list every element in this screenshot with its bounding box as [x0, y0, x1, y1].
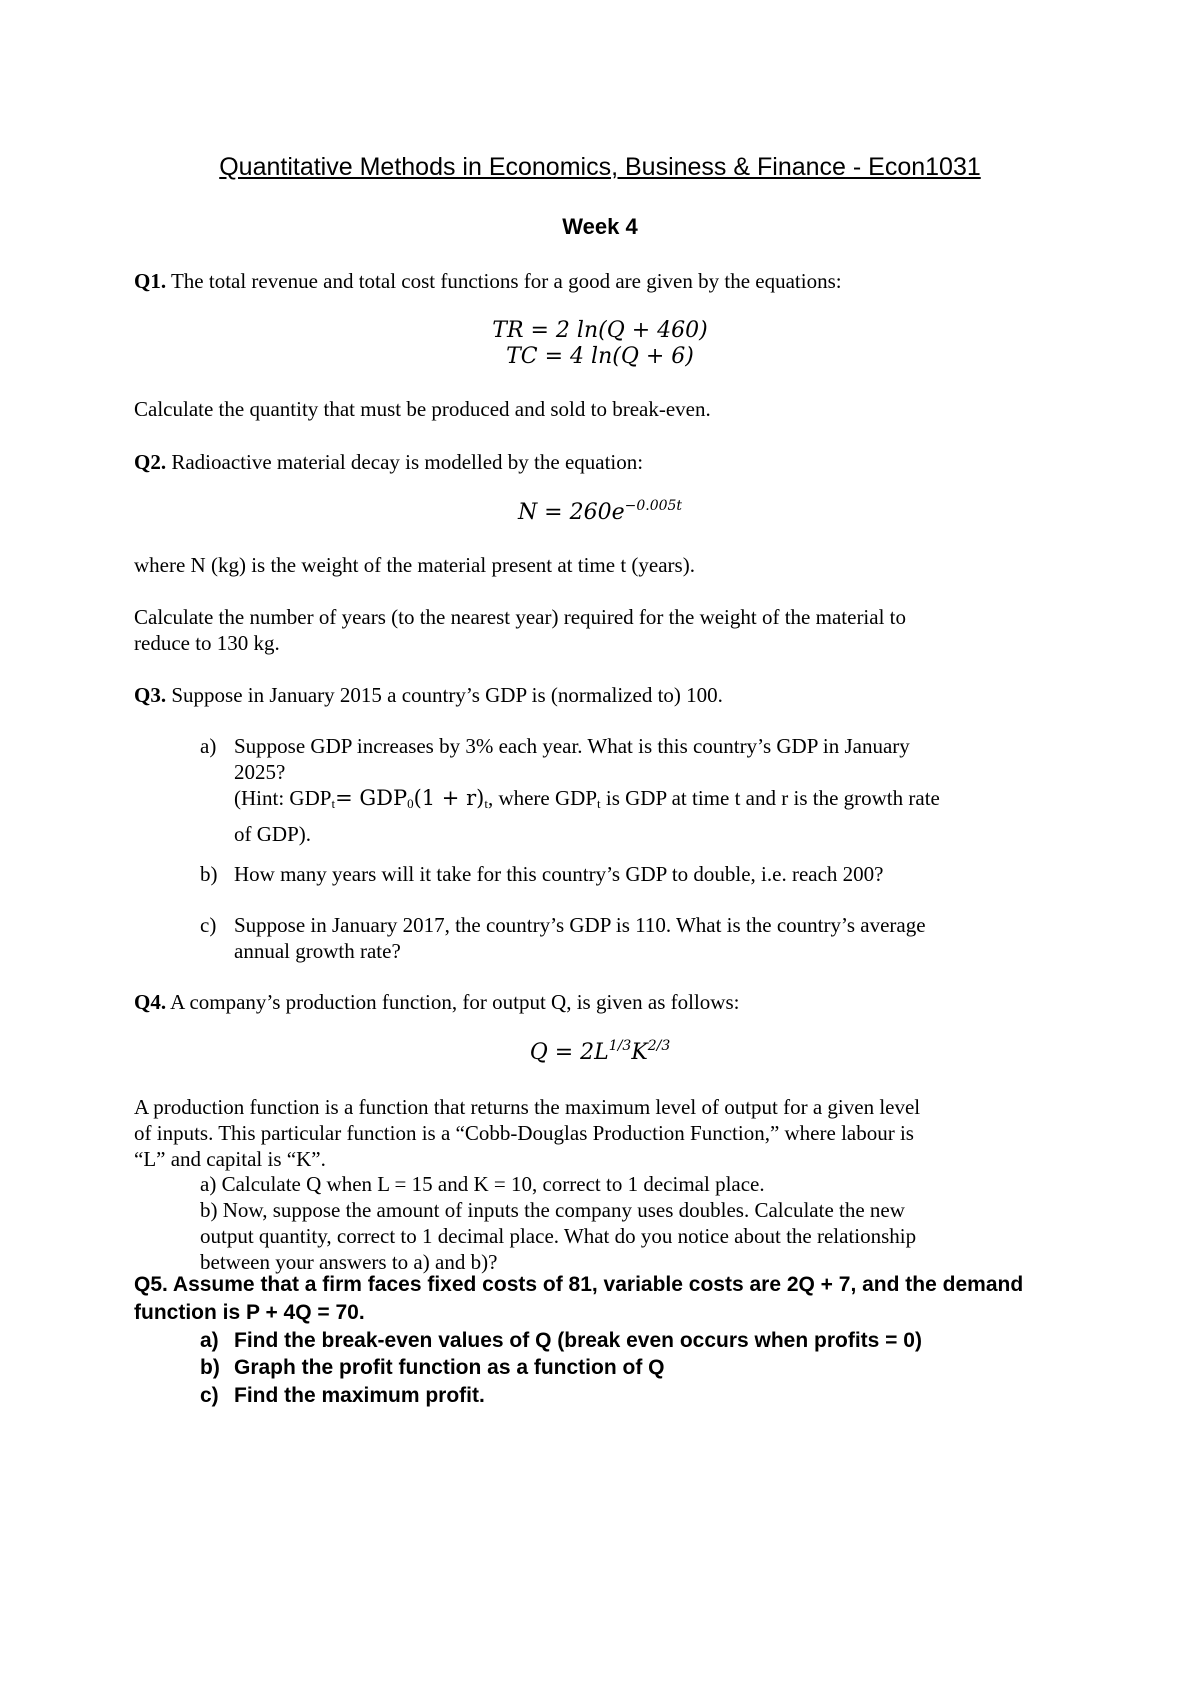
document-title: Quantitative Methods in Economics, Business & Finance - Econ1031: [219, 153, 981, 181]
hint-sub-0: 0: [407, 796, 414, 811]
q3-a-line1: Suppose GDP increases by 3% each year. What is this country’s GDP in January: [234, 734, 910, 758]
q4-eq-q: Q = 2L: [529, 1040, 609, 1065]
q2-task-line2: reduce to 130 kg.: [134, 631, 280, 655]
q4-b-line1: b) Now, suppose the amount of inputs the company uses doubles. Calculate the new: [200, 1198, 905, 1222]
q2-equation-base: N = 260e: [517, 500, 625, 525]
hint-tail: is GDP at time t and r is the growth rate: [600, 786, 940, 810]
hint-paren: (1 + r): [413, 786, 485, 810]
week-heading: Week 4: [562, 214, 638, 239]
q3-label: Q3.: [134, 683, 167, 707]
q4-equation: [0, 1040, 1200, 1065]
q4-eq-l-exp: 1/3: [608, 1038, 632, 1054]
q4-b-line2: output quantity, correct to 1 decimal place. What do you notice about the relationship: [200, 1224, 917, 1248]
q3-prompt: [134, 681, 723, 709]
q4-label: Q4.: [134, 990, 167, 1014]
q5-c-marker: c): [200, 1384, 219, 1407]
q5-a-marker: a): [200, 1329, 219, 1352]
q1-text: The total revenue and total cost functions for a good are given by the equations:: [166, 269, 842, 293]
q4-eq-k-exp: 2/3: [647, 1038, 671, 1054]
q5-c-text: Find the maximum profit.: [234, 1384, 485, 1407]
q1-equation-tr: TR = 2 ln(Q + 460): [492, 318, 708, 343]
q4-text: A company’s production function, for output Q, is given as follows:: [166, 990, 740, 1014]
q3-a-marker: a): [200, 734, 217, 758]
q2-task-line1: Calculate the number of years (to the nearest year) required for the weight of the material to: [134, 605, 907, 629]
q4-desc-line2: of inputs. This particular function is a “Cobb-Douglas Production Function,” where labour is: [134, 1121, 914, 1145]
hint-sub-t2: t: [597, 796, 601, 811]
q3-c-line1: Suppose in January 2017, the country’s GDP is 110. What is the country’s average: [234, 913, 926, 937]
q5-line1: Q5. Assume that a firm faces fixed costs of 81, variable costs are 2Q + 7, and the demand: [134, 1273, 1024, 1296]
q4-b-line3: between your answers to a) and b)?: [200, 1250, 498, 1274]
q2-equation: [0, 500, 1200, 525]
q4-prompt: [134, 988, 739, 1016]
q5-line2: function is P + 4Q = 70.: [134, 1301, 365, 1324]
q3-text: Suppose in January 2015 a country’s GDP is (normalized to) 100.: [166, 683, 723, 707]
q5-b-marker: b): [200, 1356, 220, 1379]
q1-prompt: [134, 267, 842, 295]
q3-c-line2: annual growth rate?: [234, 939, 401, 963]
hint-open: (Hint: GDP: [234, 786, 332, 810]
q2-prompt: [134, 448, 643, 476]
q5-a-text: Find the break-even values of Q (break even occurs when profits = 0): [234, 1329, 922, 1352]
q4-eq-k: K: [631, 1040, 648, 1065]
q4-desc-line1: A production function is a function that returns the maximum level of output for a given level: [134, 1095, 921, 1119]
q3-a-line2: 2025?: [234, 760, 286, 784]
q5-b-text: Graph the profit function as a function of Q: [234, 1356, 665, 1379]
q1-task: Calculate the quantity that must be produced and sold to break-even.: [134, 397, 711, 421]
q2-equation-exponent: −0.005t: [624, 498, 683, 514]
q2-label: Q2.: [134, 450, 167, 474]
q3-c-marker: c): [200, 913, 217, 937]
q3-b-marker: b): [200, 862, 218, 886]
hint-eq: = GDP: [335, 786, 408, 810]
hint-sub-t: t: [331, 796, 336, 811]
q2-text: Radioactive material decay is modelled by the equation:: [166, 450, 644, 474]
q1-label: Q1.: [134, 269, 167, 293]
q1-equation-tc: TC = 4 ln(Q + 6): [506, 344, 694, 369]
q2-where: where N (kg) is the weight of the material present at time t (years).: [134, 553, 695, 577]
q3-hint-line2: of GDP).: [234, 822, 311, 846]
q4-desc-line3: “L” and capital is “K”.: [134, 1147, 326, 1171]
hint-rest: , where GDP: [487, 786, 597, 810]
q4-a: a) Calculate Q when L = 15 and K = 10, correct to 1 decimal place.: [200, 1172, 765, 1196]
q3-hint: [234, 784, 940, 812]
q3-b-text: How many years will it take for this country’s GDP to double, i.e. reach 200?: [234, 862, 884, 886]
hint-sup-t: t: [484, 796, 488, 811]
